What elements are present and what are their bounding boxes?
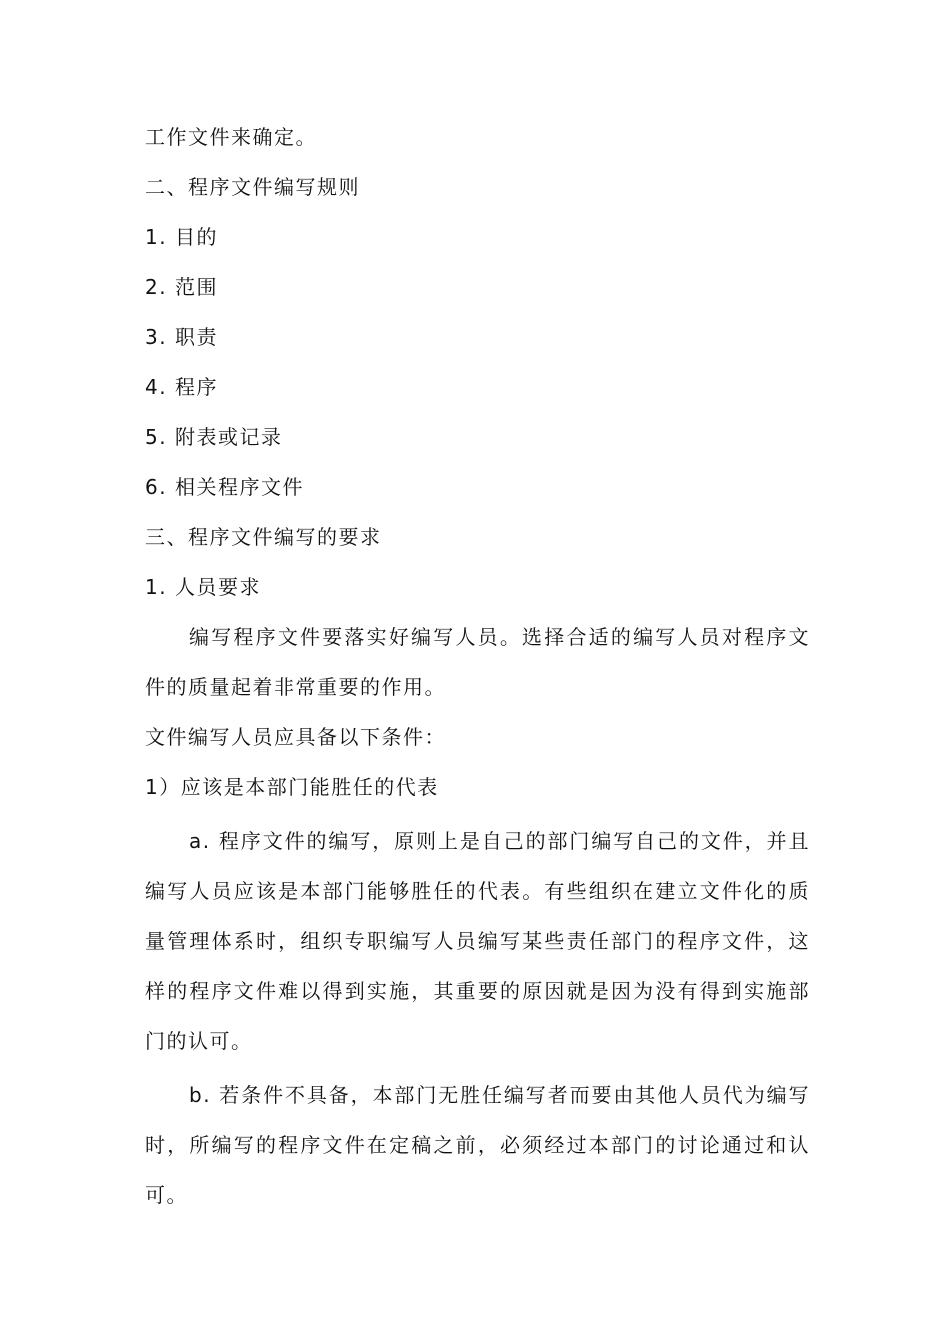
document-page <box>145 112 810 1220</box>
list-item-scope: 2. 范围 <box>145 275 218 299</box>
subheading-personnel: 1. 人员要求 <box>145 575 261 599</box>
paragraph-personnel: 编写程序文件要落实好编写人员。选择合适的编写人员对程序文件的质量起着非常重要的作用。 <box>145 625 810 699</box>
list-item-forms-records: 5. 附表或记录 <box>145 425 283 449</box>
text-line-intro: 工作文件来确定。 <box>145 125 317 149</box>
list-item-procedure: 4. 程序 <box>145 375 218 399</box>
section-heading-requirements: 三、程序文件编写的要求 <box>145 525 382 549</box>
paragraph-b: b. 若条件不具备，本部门无胜任编写者而要由其他人员代为编写时，所编写的程序文件在定稿之前，必须经过本部门的讨论通过和认可。 <box>145 1083 810 1207</box>
paragraph-a: a. 程序文件的编写，原则上是自己的部门编写自己的文件，并且编写人员应该是本部门能够胜任的代表。有些组织在建立文件化的质量管理体系时，组织专职编写人员编写某些责任部门的程序文件，这样的程序文件难以得到实施，其重要的原因就是因为没有得到实施部门的认可。 <box>145 829 810 1053</box>
section-heading-rules: 二、程序文件编写规则 <box>145 175 360 199</box>
list-item-purpose: 1. 目的 <box>145 225 218 249</box>
text-line-conditions: 文件编写人员应具备以下条件： <box>145 725 446 749</box>
list-item-related-documents: 6. 相关程序文件 <box>145 475 304 499</box>
list-item-responsibility: 3. 职责 <box>145 325 218 349</box>
list-item-condition-1: 1）应该是本部门能胜任的代表 <box>145 775 439 799</box>
